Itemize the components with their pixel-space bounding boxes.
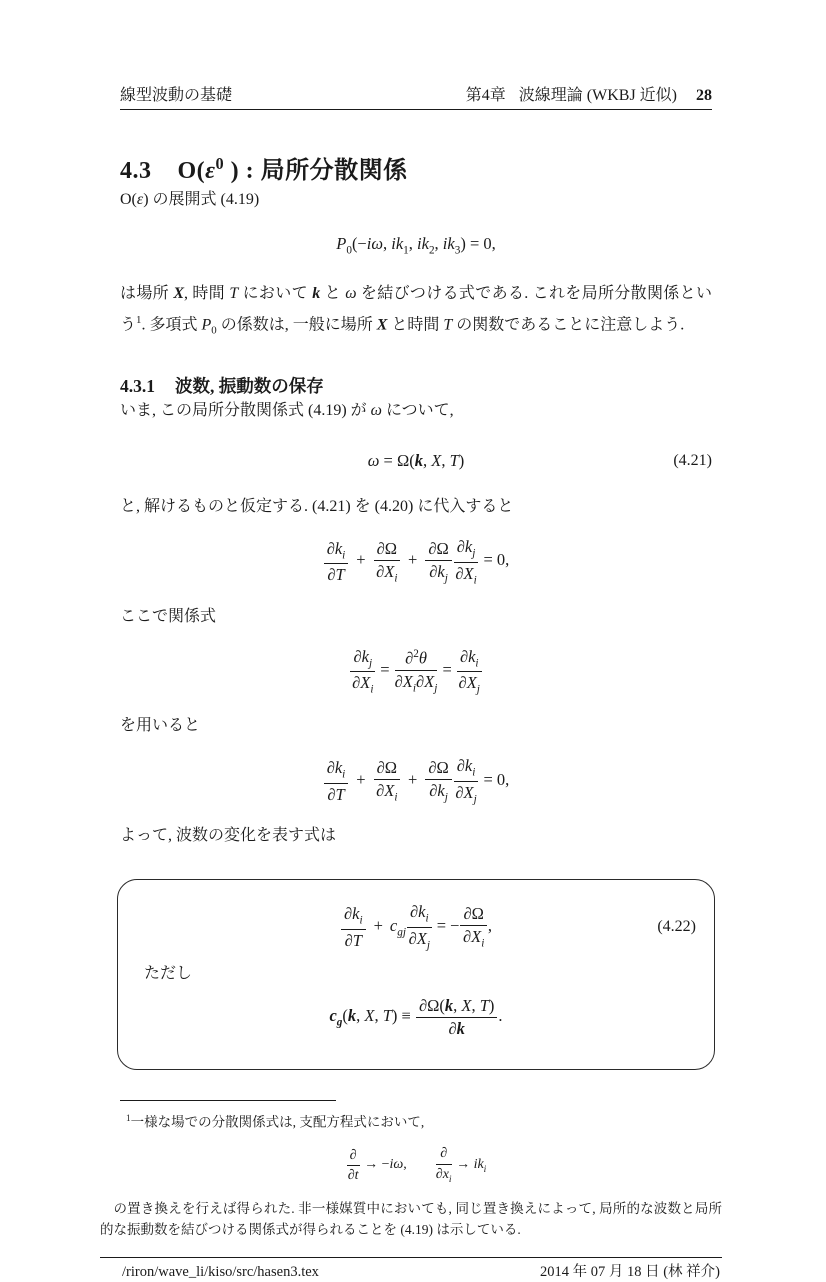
paragraph-dispersion: は場所 X, 時間 T において k と ω を結びつける式である. これを局所分散関係という$^1$. 多項式 $P_0$ の係数は, 一般に場所 X と時間 T の関数であることに注意しよう. [120, 285, 712, 337]
subsection-number: 4.3.1 [120, 375, 155, 396]
header-chapter-label: 第4章 [465, 87, 506, 104]
footnote-equation [120, 1145, 712, 1185]
subsection-heading [120, 374, 712, 398]
page-header [120, 86, 712, 106]
boxed-result [117, 879, 715, 1070]
equation-p0 [120, 233, 712, 261]
footnote-rule [120, 1100, 336, 1101]
subsection-title: 波数, 振動数の保存 [175, 375, 324, 396]
equation-omega-body: ω = Ω(k, X, T) [367, 450, 465, 470]
footnote-equation-body: $\frac{\partial}{\partial t}$ → −iω, $\frac{\partial}{\partial x_i}$ → $ik_i$ [347, 1146, 487, 1185]
equation-k-evolution [120, 537, 712, 587]
paragraph-ima: いま, この局所分散関係式 (4.19) が ω について, [120, 401, 454, 419]
footnote [100, 1108, 722, 1241]
page-number: 28 [696, 87, 712, 104]
equation-theta [120, 647, 712, 697]
equation-theta-body: $\frac{\partial k_j}{\partial X_i}$ = $\frac{\partial^2\theta}{\partial X_i\partial X_j}$ = $\frac{\partial k_i}{\partial X_j}$ [352, 646, 480, 696]
equation-422-body: $\frac{\partial k_i}{\partial T}$ + $c_{gj}$ $\frac{\partial k_i}{\partial X_j}$ = − $\frac{\partial\Omega}{\partial X_i}$ , [340, 916, 492, 935]
equation-p0-body: $P_0(-i\omega$, $ik_1$, $ik_2$, $ik_3) = 0$, [336, 234, 496, 257]
equation-k-evolution-2-body: $\frac{\partial k_i}{\partial T}$ + $\frac{\partial\Omega}{\partial X_i}$ + $\frac{\partial\Omega}{\partial k_j}$ $\frac{\partial k_i}{\partial X_j}$ = 0, [323, 770, 510, 789]
equation-cg [136, 996, 696, 1039]
header-chapter [466, 86, 712, 106]
equation-422-tag: (4.22) [657, 917, 696, 935]
equation-k-evolution-body: $\frac{\partial k_i}{\partial T}$ + $\frac{\partial\Omega}{\partial X_i}$ + $\frac{\partial\Omega}{\partial k_j}$ $\frac{\partial k_j}{\partial X_i}$ = 0, [323, 550, 510, 569]
header-rule [120, 109, 712, 110]
equation-omega [120, 450, 712, 472]
paragraph-kokode: ここで関係式 [120, 607, 217, 625]
paragraph-yotte: よって, 波数の変化を表す式は [120, 826, 337, 844]
page-footer [100, 1258, 722, 1282]
equation-omega-tag: (4.21) [673, 451, 712, 469]
footnote-line1: $^1$一様な場での分散関係式は, 支配方程式において, [126, 1112, 425, 1130]
equation-cg-body: $c_g(k$, X, T) ≡ $\frac{\partial\Omega(k, X, T)}{\partial k}$ . [329, 995, 503, 1039]
footer-date-author: 2014 年 07 月 18 日 (林 祥介) [539, 1264, 720, 1281]
footer-file-path: /riron/wave_li/kiso/src/hasen3.tex [122, 1264, 319, 1281]
section-title: $O(\varepsilon^0$ ) : 局所分散関係 [177, 154, 408, 184]
page-content [100, 86, 722, 1282]
header-chapter-title: 波線理論 (WKBJ 近似) [518, 87, 677, 104]
header-book-title: 線型波動の基礎 [120, 87, 233, 104]
equation-k-evolution-2 [120, 756, 712, 806]
section-number: 4.3 [120, 158, 152, 184]
equation-422 [136, 902, 696, 952]
section-heading [120, 148, 712, 187]
paragraph-intro: O(ε) の展開式 (4.19) [120, 191, 260, 208]
paragraph-tadashi: ただし [144, 964, 193, 982]
paragraph-mochiiru: を用いると [120, 717, 201, 735]
paragraph-tokeru: と, 解けるものと仮定する. (4.21) を (4.20) に代入すると [120, 497, 514, 515]
footnote-body: の置き換えを行えば得られた. 非一様媒質中においても, 同じ置き換えによって, 局所的な波数と局所的な振動数を結びつける関係式が得られることを (4.19) は示している. [100, 1201, 722, 1238]
